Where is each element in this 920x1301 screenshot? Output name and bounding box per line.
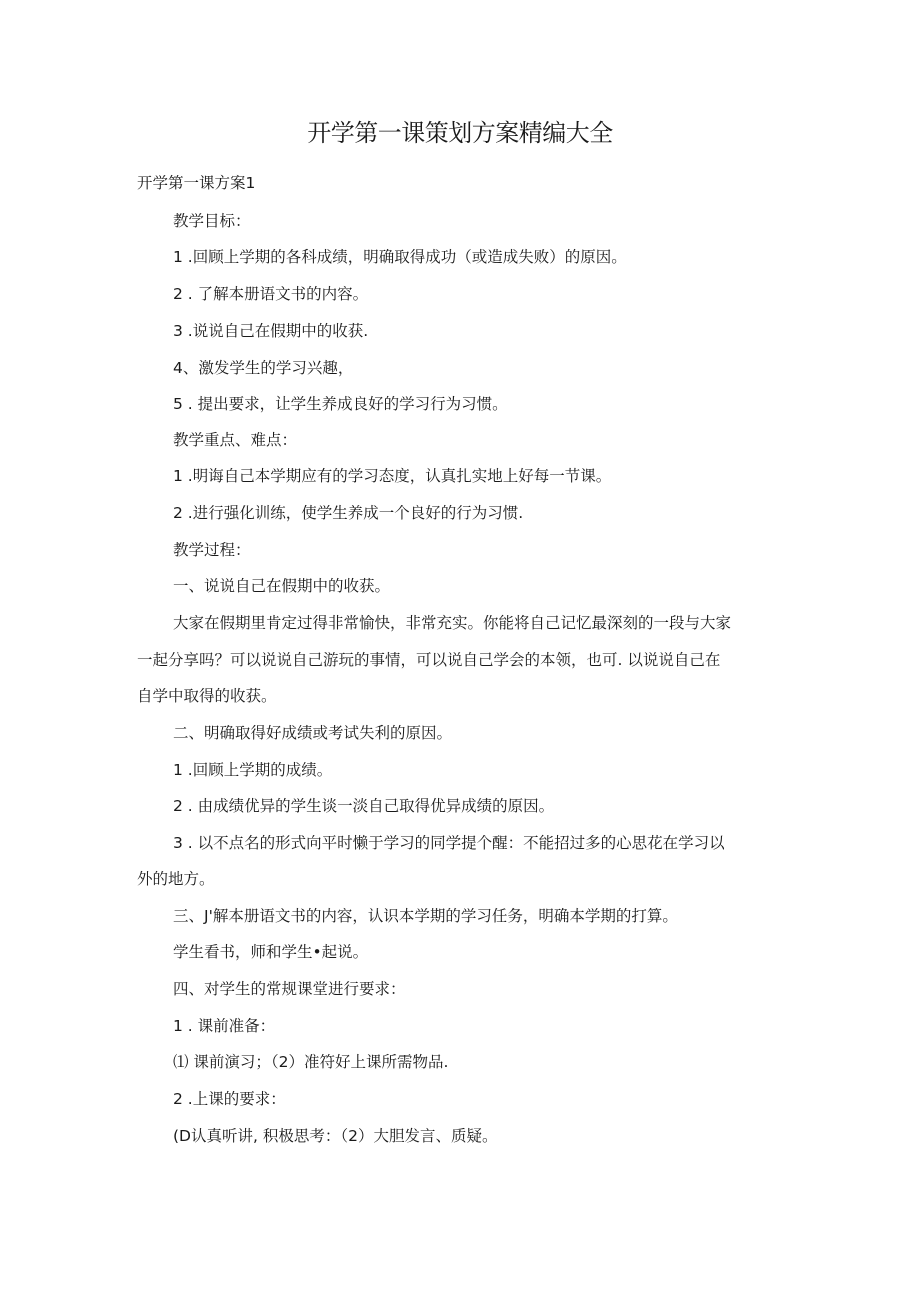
text-line: 一、说说自己在假期中的收获。 — [173, 577, 391, 595]
text-line: 四、对学生的常规课堂进行要求： — [173, 980, 406, 998]
text-line: 2 . 由成绩优异的学生谈一淡自己取得优异成绩的原因。 — [173, 797, 555, 815]
text-line: 3 .说说自己在假期中的收获. — [173, 322, 369, 340]
text-line: 学生看书，师和学生•起说。 — [173, 943, 369, 961]
text-line: 2 .进行强化训练，使学生养成一个良好的行为习惯. — [173, 504, 524, 522]
text-line: 自学中取得的收获。 — [137, 687, 277, 705]
text-line: 3 . 以不点名的形式向平时懒于学习的同学提个醒：不能招过多的心思花在学习以 — [173, 834, 725, 852]
text-line: 三、J'解本册语文书的内容，认识本学期的学习任务，明确本学期的打算。 — [173, 907, 678, 925]
text-line: 5 . 提出要求，让学生养成良好的学习行为习惯。 — [173, 395, 508, 413]
text-line: 教学重点、难点： — [173, 431, 298, 449]
text-line: (D认真听讲, 积极思考：（2）大胆发言、质疑。 — [173, 1127, 498, 1145]
text-line: 外的地方。 — [137, 870, 215, 888]
text-line: 大家在假期里肯定过得非常愉快，非常充实。你能将自己记忆最深刻的一段与大家 — [173, 614, 732, 632]
text-line: 一起分享吗？可以说说自己游玩的事情，可以说自己学会的本领，也可. 以说说自己在 — [137, 651, 721, 669]
text-line: 二、明确取得好成绩或考试失利的原因。 — [173, 724, 453, 742]
text-line: 4、激发学生的学习兴趣， — [173, 359, 354, 377]
text-line: 2 . 了解本册语文书的内容。 — [173, 285, 369, 303]
text-line: 1 .回顾上学期的各科成绩，明确取得成功（或造成失败）的原因。 — [173, 248, 627, 266]
document-title: 开学第一课策划方案精编大全 — [307, 119, 613, 147]
text-line: ⑴ 课前演习；（2）准符好上课所需物品. — [173, 1053, 449, 1071]
text-line: 1 .回顾上学期的成绩。 — [173, 761, 333, 779]
text-line: 1 . 课前准备： — [173, 1017, 276, 1035]
text-line: 1 .明诲自己本学期应有的学习态度，认真扎实地上好每一节课。 — [173, 467, 612, 485]
text-line: 教学过程： — [173, 541, 251, 559]
section-heading: 开学第一课方案1 — [137, 174, 256, 192]
text-line: 教学目标： — [173, 212, 251, 230]
text-line: 2 .上课的要求： — [173, 1090, 286, 1108]
